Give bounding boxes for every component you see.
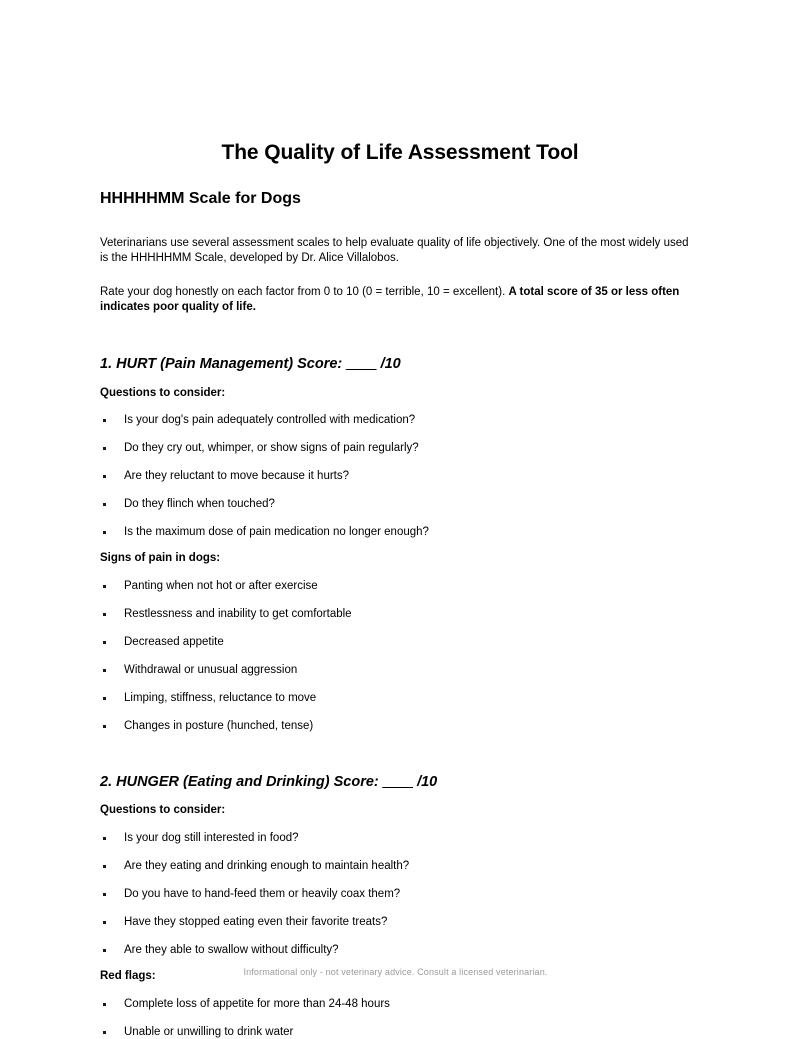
list-item-text: Decreased appetite [124,636,224,649]
group-label: Questions to consider: [100,804,226,817]
page-title: The Quality of Life Assessment Tool [221,141,579,164]
list-item-text: Is your dog's pain adequately controlled with medication? [124,414,416,427]
bullet-point-icon [103,419,106,422]
list-item [100,1025,700,1039]
intro-paragraph-2-bold: A total score of 35 or less often indicates poor quality of life. [100,286,680,314]
score-blank-field[interactable]: ____ [382,774,414,791]
list-item [100,859,700,873]
bullet-point-icon [103,697,106,700]
list-item-text: Is your dog still interested in food? [124,832,299,845]
list-item-text: Changes in posture (hunched, tense) [124,720,314,733]
bullet-list [100,831,700,957]
bullet-point-icon [103,613,106,616]
group-label: Red flags: [100,970,156,983]
section-heading [100,733,700,791]
bullet-point-icon [103,837,106,840]
group-label: Signs of pain in dogs: [100,552,221,565]
bullet-point-icon [103,447,106,450]
intro-paragraph-2 [100,266,700,315]
page-subtitle: HHHHHMM Scale for Dogs [100,190,301,208]
section-heading [100,315,700,373]
bullet-point-icon [103,475,106,478]
score-blank-field[interactable]: ____ [346,356,377,373]
list-item [100,441,700,455]
list-item [100,413,700,427]
bullet-point-icon [103,503,106,506]
list-item [100,663,700,677]
list-item [100,691,700,705]
footer-disclaimer: Informational only - not veterinary advice. Consult a licensed veterinarian. [243,967,548,977]
list-item [100,997,700,1011]
bullet-point-icon [103,1003,106,1006]
score-max-label: /10 [376,356,401,373]
assessment-section [100,315,700,733]
list-item-text: Unable or unwilling to drink water [124,1025,294,1038]
list-item [100,887,700,901]
list-item [100,607,700,621]
list-item [100,915,700,929]
intro-paragraph-1: Veterinarians use several assessment scales to help evaluate quality of life objectively. One of the most widely used is the HHHHHMM Scale, developed by Dr. Alice Villalobos. [100,237,689,265]
list-item-text: Do they flinch when touched? [124,498,275,511]
list-item-text: Panting when not hot or after exercise [124,580,318,593]
bullet-list [100,997,700,1039]
list-item-text: Are they able to swallow without difficulty? [124,944,339,957]
list-item [100,719,700,733]
sections-container [100,315,700,1038]
list-item [100,579,700,593]
list-item-text: Are they reluctant to move because it hurts? [124,470,350,483]
list-item-text: Have they stopped eating even their favorite treats? [124,916,388,929]
list-item-text: Do they cry out, whimper, or show signs of pain regularly? [124,442,419,455]
list-item [100,497,700,511]
bullet-list [100,413,700,539]
list-item [100,635,700,649]
bullet-point-icon [103,893,106,896]
bullet-point-icon [103,949,106,952]
list-item-text: Is the maximum dose of pain medication no longer enough? [124,526,429,539]
list-item [100,943,700,957]
bullet-point-icon [103,531,106,534]
list-item-text: Complete loss of appetite for more than 24-48 hours [124,997,390,1010]
list-item [100,831,700,845]
score-max-label: /10 [413,774,438,791]
bullet-point-icon [103,669,106,672]
intro-paragraph-2-plain: Rate your dog honestly on each factor from 0 to 10 (0 = terrible, 10 = excellent). [100,286,509,299]
list-item-text: Limping, stiffness, reluctance to move [124,692,317,705]
bullet-list [100,579,700,733]
assessment-section [100,733,700,1039]
list-item-text: Do you have to hand-feed them or heavily coax them? [124,888,401,901]
list-item-text: Withdrawal or unusual aggression [124,664,298,677]
bullet-point-icon [103,921,106,924]
bullet-point-icon [103,585,106,588]
section-heading-text: 1. HURT (Pain Management) Score: [100,356,347,373]
bullet-point-icon [103,865,106,868]
document-content [100,0,700,1039]
section-heading-text: 2. HUNGER (Eating and Drinking) Score: [100,774,383,791]
bullet-point-icon [103,641,106,644]
list-item-text: Restlessness and inability to get comfortable [124,608,352,621]
list-item [100,469,700,483]
bullet-point-icon [103,1031,106,1034]
list-item [100,525,700,539]
list-item-text: Are they eating and drinking enough to maintain health? [124,860,410,873]
group-label: Questions to consider: [100,386,226,399]
bullet-point-icon [103,725,106,728]
